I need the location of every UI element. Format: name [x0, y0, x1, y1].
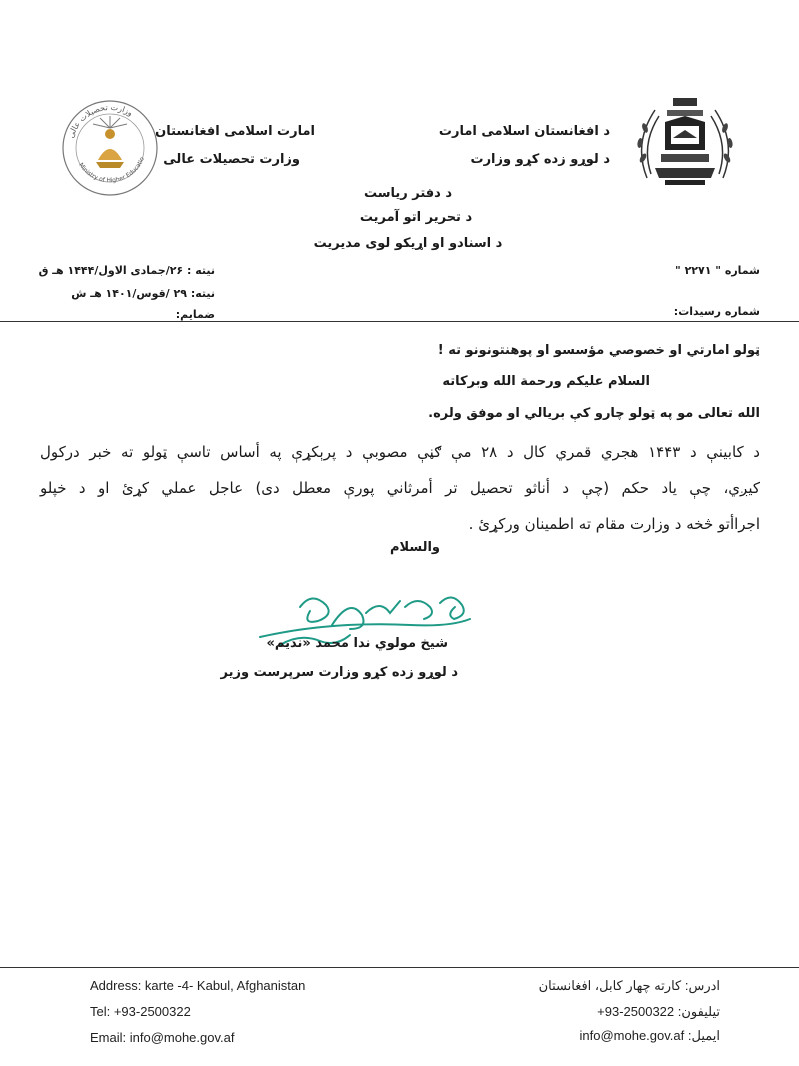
footer-email-en-text: Email: info@mohe.gov.af [90, 1030, 235, 1045]
date-hijri-qamari: نیته : ۲۶/جمادی الاول/۱۴۴۴ هـ ق [38, 264, 215, 277]
office-line2: د تحریر اتو آمریت [359, 210, 473, 225]
footer-tel-en: Tel: +93-2500322 [90, 1004, 191, 1019]
signatory-title: د لوړو زده کړو وزارت سرپرست وزیر [220, 665, 458, 680]
ministry-logo [60, 98, 160, 198]
body-paragraph-line2: کیږي، چې یاد حکم (چې د أناثو تحصیل تر أمرثاني پورې معطل دی) عاجل عملي کړئ او د خپلو [40, 479, 760, 497]
footer-address-fa: ادرس: کارته چهار کابل، افغانستان [538, 978, 720, 993]
header-right-line2: د لوړو زده کړو وزارت [470, 152, 610, 167]
svg-text:وزارت تحصیلات عالی [66, 103, 134, 139]
date-hijri-shamsi: نیته: ۲۹ /قوس/۱۴۰۱ هـ ش [71, 287, 215, 300]
footer-email-fa: ایمیل: info@mohe.gov.af [579, 1028, 720, 1043]
body-paragraph-line3: اجراأتو څخه د وزارت مقام ته اطمینان ورکړئ . [468, 515, 760, 533]
header-divider [0, 321, 799, 322]
footer-email-en [90, 1030, 234, 1045]
attachments-label: ضمایم: [175, 308, 215, 321]
header-left-line1: امارت اسلامی افغانستان [155, 124, 315, 139]
signatory-name: شیخ مولوي ندا محمد «ندیم» [266, 636, 448, 651]
wish-line: الله تعالی مو په ټولو چارو کې بریالي او موفق ولره. [428, 406, 760, 421]
body-paragraph-line1: د کابینې د ۱۴۴۳ هجري قمري کال د ۲۸ مې ګڼې مصوبې د پرېکړې په أساس تاسې ټولو ته خبر درکول [40, 443, 760, 461]
logo-ring-text: وزارت تحصیلات عالی [66, 102, 135, 140]
office-line1: د دفتر ریاست [363, 186, 453, 201]
header-right-line1: د افغانستان اسلامی امارت [438, 124, 610, 139]
footer-tel-fa: تیلیفون: 2500322-93+ [597, 1004, 720, 1019]
footer-divider [0, 967, 799, 968]
addressee-line: ټولو امارتي او خصوصي مؤسسو او پوهنتونونو ته ! [437, 343, 760, 358]
received-number-label: شماره رسیدات: [673, 305, 760, 318]
letter-number: شماره " ۲۲۷۱ " [675, 264, 760, 277]
emirate-emblem [625, 88, 745, 200]
logo-bottom-text: Ministry of Higher Educatio [77, 156, 146, 185]
header-left-line2: وزارت تحصیلات عالی [163, 152, 300, 167]
office-line3: د اسنادو او اړیکو لوی مدیریت [313, 236, 503, 251]
closing-line: والسلام [389, 540, 440, 555]
footer-address-en: Address: karte -4- Kabul, Afghanistan [90, 978, 306, 993]
greeting-line: السلام علیکم ورحمة الله وبرکاته [442, 374, 650, 389]
